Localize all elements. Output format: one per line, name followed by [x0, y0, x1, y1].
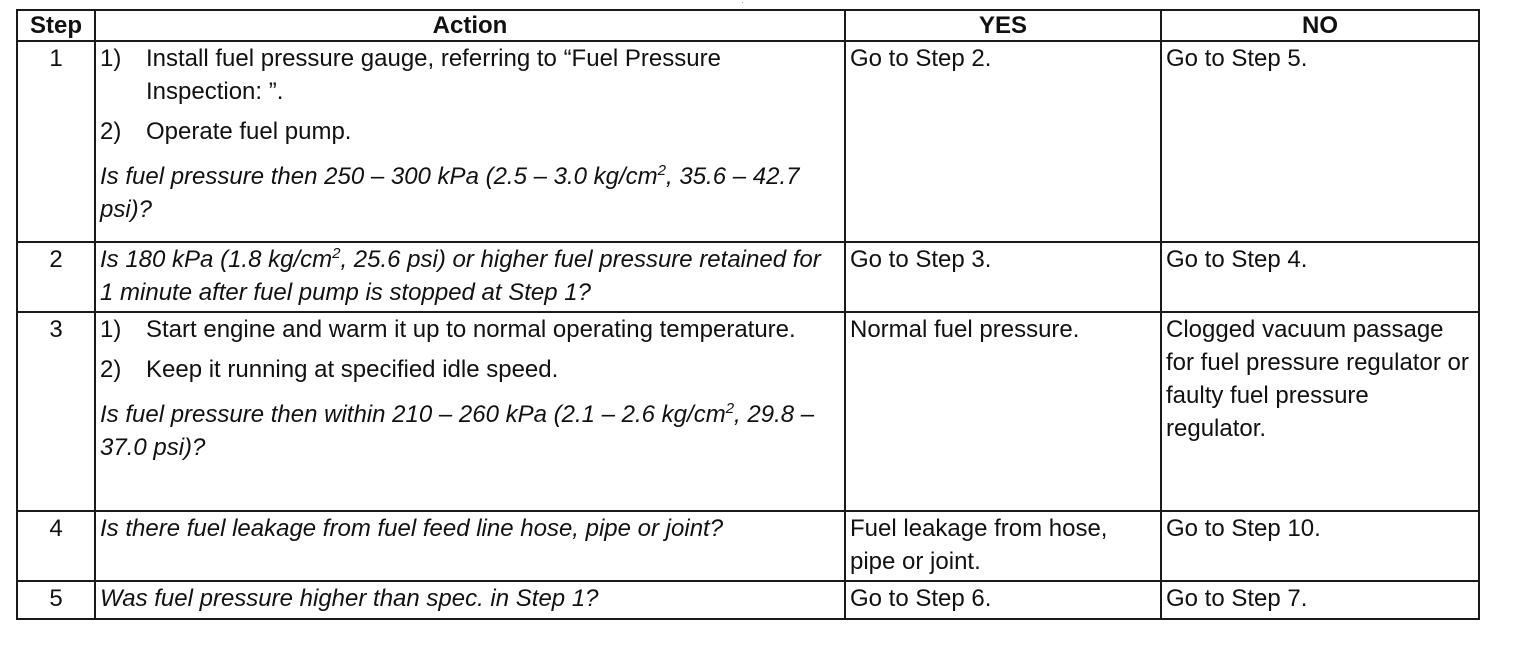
action-item — [100, 115, 840, 148]
item-text: Install fuel pressure gauge, referring to “Fuel Pressure Inspection: ”. — [146, 45, 721, 105]
yes-cell: Go to Step 6. — [845, 581, 1161, 619]
item-number: 1) — [100, 45, 122, 72]
yes-cell: Normal fuel pressure. — [845, 312, 1161, 511]
yes-cell: Fuel leakage from hose, pipe or joint. — [845, 511, 1161, 581]
question-text: Is 180 kPa (1.8 $kg/cm^2$, 25.6 psi) or higher fuel pressure retained for 1 minute after fuel pump is stopped at Step 1? — [100, 245, 821, 306]
table-row — [17, 312, 1479, 511]
table-row — [17, 581, 1479, 619]
question-text: Was fuel pressure higher than spec. in Step 1? — [100, 585, 599, 612]
question-text: Is fuel pressure then 250 – 300 kPa (2.5 – 3.0 $kg/cm^2$, 35.6 – 42.7 psi)? — [100, 162, 800, 223]
step-number: 1 — [17, 41, 95, 242]
item-text: Start engine and warm it up to normal operating temperature. — [146, 316, 796, 343]
step-number: 2 — [17, 242, 95, 312]
no-cell: Go to Step 5. — [1161, 41, 1479, 242]
header-yes: YES — [845, 10, 1161, 41]
action-item — [100, 353, 840, 386]
scan-speck — [742, 2, 743, 3]
table-row — [17, 41, 1479, 242]
yes-cell: Go to Step 3. — [845, 242, 1161, 312]
item-number: 2) — [100, 356, 122, 383]
yes-cell: Go to Step 2. — [845, 41, 1161, 242]
question-text: Is fuel pressure then within 210 – 260 kPa (2.1 – 2.6 $kg/cm^2$, 29.8 – 37.0 psi)? — [100, 400, 815, 461]
item-number: 2) — [100, 118, 122, 145]
header-row — [17, 10, 1479, 41]
diagnosis-table — [16, 9, 1480, 620]
no-cell: Go to Step 4. — [1161, 242, 1479, 312]
header-action: Action — [95, 10, 845, 41]
header-no: NO — [1161, 10, 1479, 41]
action-item — [100, 313, 840, 346]
no-cell: Clogged vacuum passage for fuel pressure regulator or faulty fuel pressure regulator. — [1161, 312, 1479, 511]
action-cell — [95, 312, 845, 511]
table-row — [17, 511, 1479, 581]
action-cell — [95, 242, 845, 312]
action-cell — [95, 41, 845, 242]
header-step: Step — [17, 10, 95, 41]
step-number: 3 — [17, 312, 95, 511]
action-cell — [95, 511, 845, 581]
action-item — [100, 42, 840, 108]
action-cell — [95, 581, 845, 619]
item-text: Operate fuel pump. — [146, 118, 352, 145]
item-text: Keep it running at specified idle speed. — [146, 356, 559, 383]
question-text: Is there fuel leakage from fuel feed line hose, pipe or joint? — [100, 515, 724, 542]
step-number: 4 — [17, 511, 95, 581]
step-number: 5 — [17, 581, 95, 619]
item-number: 1) — [100, 316, 122, 343]
no-cell: Go to Step 7. — [1161, 581, 1479, 619]
table-row — [17, 242, 1479, 312]
no-cell: Go to Step 10. — [1161, 511, 1479, 581]
